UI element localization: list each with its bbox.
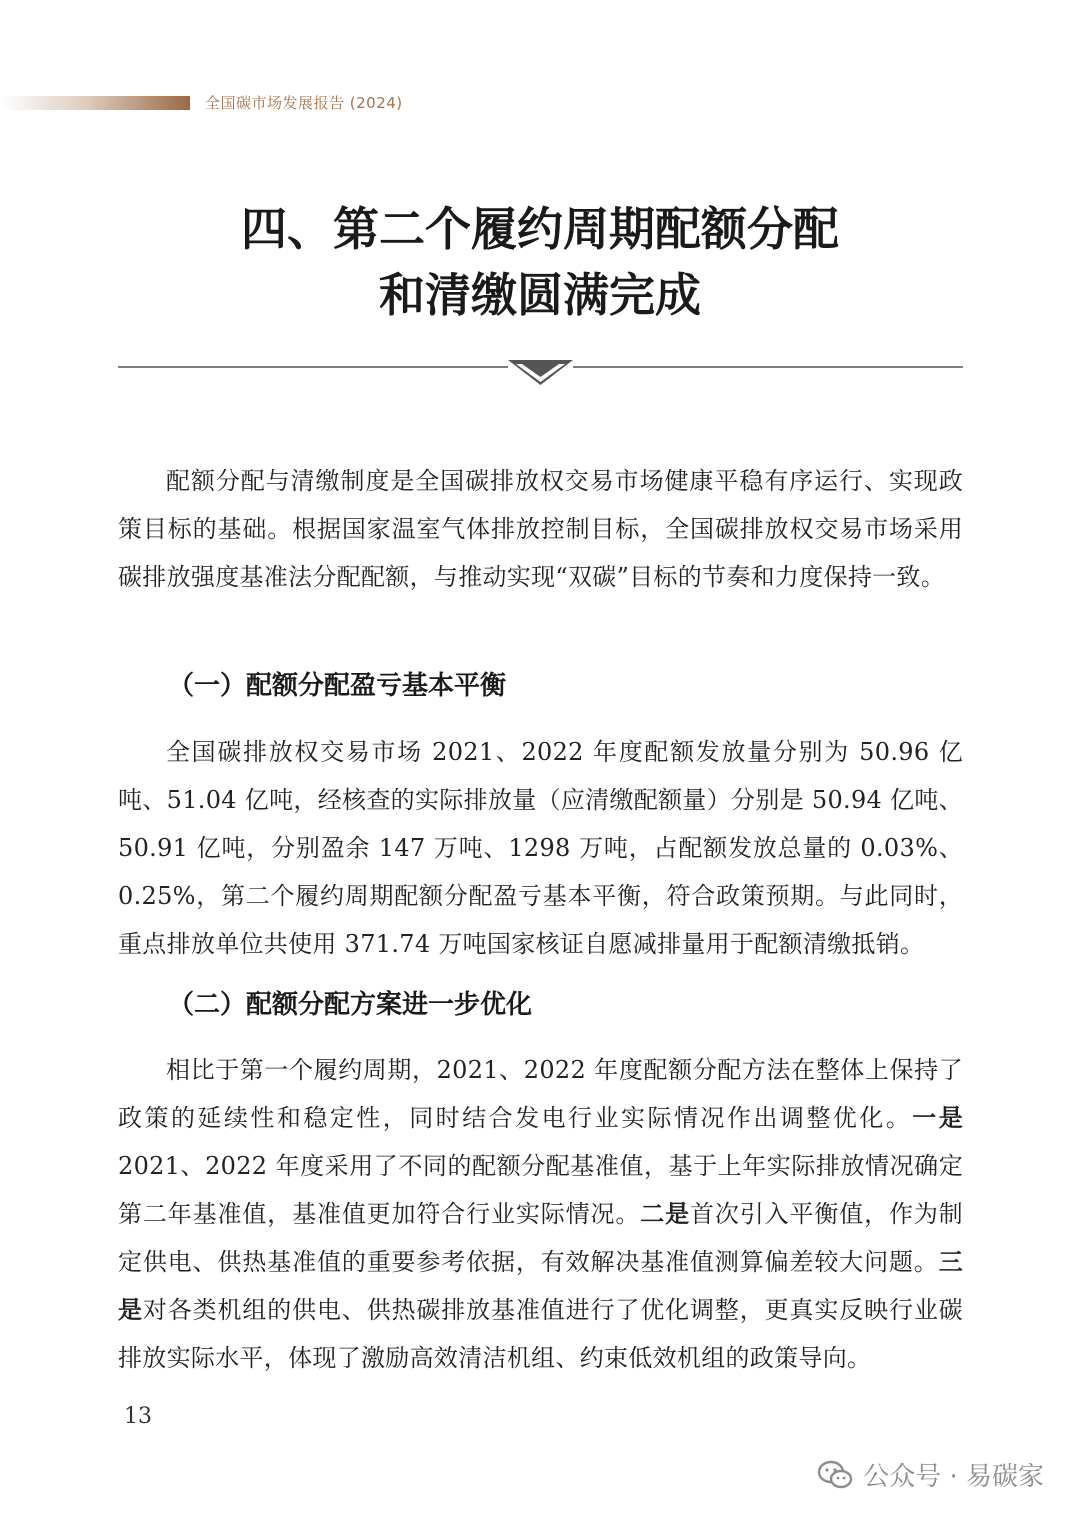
section-2-block [118, 1046, 963, 1382]
header-decorative-bar [0, 96, 190, 110]
divider-chevron-icon [118, 358, 963, 388]
section-2-heading: （二）配额分配方案进一步优化 [168, 990, 533, 1020]
section-1-heading: （一）配额分配盈亏基本平衡 [168, 671, 507, 701]
section-2-text-3: 首次引入平衡值，作为制定供电、供热基准值的重要参考依据，有效解决基准值测算偏差较大问题。 [118, 1200, 963, 1276]
section-1-paragraph: 全国碳排放权交易市场 2021、2022 年度配额发放量分别为 50.96 亿吨、51.04 亿吨，经核查的实际排放量（应清缴配额量）分别是 50.94 亿吨、50.91 亿吨，分别盈余 147 万吨、1298 万吨，占配额发放总量的 0.03%、0.25%，第二个履约周期配额分配盈亏基本平衡，符合政策预期。与此同时，重点排放单位共使用 371.74 万吨国家核证自愿减排量用于配额清缴抵销。 [118, 738, 963, 958]
title-divider [118, 358, 963, 388]
section-2-text-1: 相比于第一个履约周期，2021、2022 年度配额分配方法在整体上保持了政策的延续性和稳定性，同时结合发电行业实际情况作出调整优化。 [118, 1056, 963, 1132]
section-2-text-4: 对各类机组的供电、供热碳排放基准值进行了优化调整，更真实反映行业碳排放实际水平，体现了激励高效清洁机组、约束低效机组的政策导向。 [118, 1296, 963, 1372]
header-report-title: 全国碳市场发展报告 (2024) [205, 94, 403, 112]
intro-paragraph: 配额分配与清缴制度是全国碳排放权交易市场健康平稳有序运行、实现政策目标的基础。根据国家温室气体排放控制目标，全国碳排放权交易市场采用碳排放强度基准法分配配额，与推动实现“双碳”目标的节奏和力度保持一致。 [118, 467, 963, 591]
section-1-block [118, 728, 963, 968]
running-header [0, 88, 1080, 118]
section-2-paragraph [118, 1046, 963, 1382]
chapter-title [0, 196, 1080, 328]
wechat-icon [817, 1459, 853, 1491]
section-2-text-2: 2021、2022 年度采用了不同的配额分配基准值，基于上年实际排放情况确定第二年基准值，基准值更加符合行业实际情况。 [118, 1152, 963, 1228]
section-2-point-2-label: 二是 [640, 1199, 690, 1228]
wechat-watermark [817, 1456, 1044, 1493]
chapter-title-line-2: 和清缴圆满完成 [379, 268, 701, 322]
section-2-point-1-label: 一是 [912, 1103, 963, 1132]
page-number: 13 [124, 1404, 152, 1429]
chapter-title-line-1: 四、第二个履约周期配额分配 [241, 202, 839, 256]
watermark-text: 公众号 · 易碳家 [863, 1462, 1044, 1492]
intro-paragraph-block [118, 457, 963, 601]
section-2-point-3-label: 三是 [118, 1247, 963, 1324]
